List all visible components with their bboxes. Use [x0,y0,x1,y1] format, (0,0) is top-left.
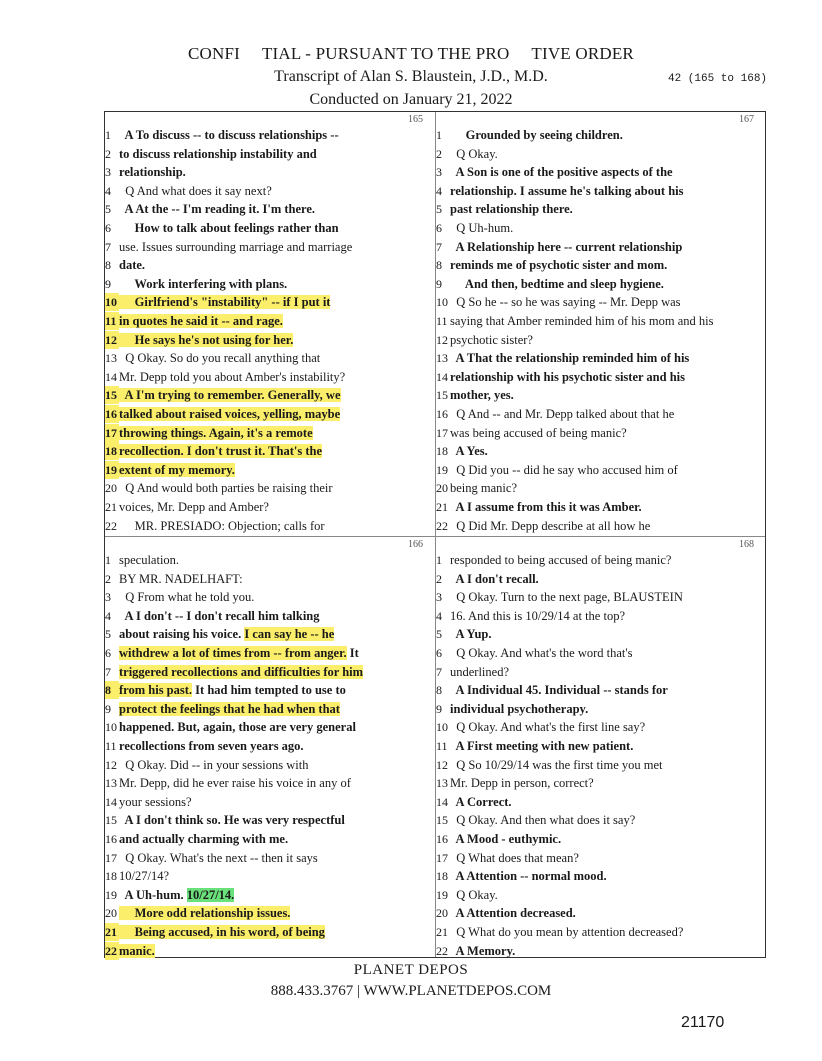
transcript-line [105,386,341,404]
line-text: A I don't recall. [450,571,539,586]
line-text: Q What do you mean by attention decreased? [450,925,684,939]
line-number: 14 [105,794,117,809]
transcript-title: Transcript of Alan S. Blaustein, J.D., M.D. [274,68,548,85]
line-text: A Individual 45. Individual -- stands for [450,683,668,698]
transcript-line [105,718,356,736]
transcript-line [105,607,320,625]
line-text: psychotic sister? [450,332,533,347]
transcript-page-167 [436,112,766,535]
line-text: date. [119,258,146,273]
line-text: underlined? [450,664,510,679]
transcript-line [436,442,488,460]
transcript-line [105,663,363,681]
line-text: Q And would both parties be raising their [119,481,333,496]
line-number: 20 [105,481,117,496]
line-text: A Attention decreased. [450,906,576,921]
highlighted-text: I can say he -- he [244,627,335,642]
line-text: Q Okay. Turn to the next page, BLAUSTEIN [450,590,683,605]
line-text: your sessions? [119,794,192,809]
transcript-line [105,700,340,718]
line-number: 21 [105,500,117,514]
transcript-page-166 [105,537,435,960]
transcript-line [105,349,320,367]
transcript-line [105,756,308,774]
line-number: 12 [436,332,448,347]
line-number: 18 [436,444,448,459]
highlighted-text: in quotes he said it -- and rage. [119,314,283,328]
transcript-line [105,570,243,588]
transcript-line [105,293,330,311]
line-text: It [346,646,359,660]
conducted-date: Conducted on January 21, 2022 [309,91,513,108]
line-text: Work interfering with plans. [119,276,288,291]
line-number: 17 [436,850,448,865]
transcript-line [105,200,315,218]
line-text: Q Did Mr. Depp describe at all how he [450,518,651,533]
line-text: Q Okay. And then what does it say? [450,813,636,828]
transcript-line [436,126,623,144]
page-number: 165 [408,114,423,125]
transcript-line [436,607,625,625]
line-number: 3 [436,590,442,605]
line-text: speculation. [119,553,180,567]
line-number: 12 [105,332,117,347]
transcript-page-165 [105,112,435,535]
transcript-line [436,570,539,588]
line-number: 8 [436,683,442,698]
line-text: reminds me of psychotic sister and mom. [450,258,668,273]
line-text: A Attention -- normal mood. [450,869,607,884]
transcript-line [105,145,317,163]
line-text: Q Did you -- did he say who accused him of [450,462,678,477]
line-number: 11 [436,314,448,328]
transcript-line [436,942,515,960]
transcript-line [105,442,322,460]
transcript-line [436,405,674,423]
transcript-line [105,830,288,848]
line-text: Mr. Depp, did he ever raise his voice in any of [119,776,351,791]
transcript-line [436,756,662,774]
line-number: 1 [105,128,111,142]
transcript-line [105,498,269,516]
line-text: Q Okay. So do you recall anything that [119,351,321,366]
transcript-line [436,275,664,293]
line-text: A I assume from this it was Amber. [450,500,642,514]
line-number: 12 [105,757,117,772]
highlighted-text: from his past. [119,683,193,698]
line-text: saying that Amber reminded him of his mom and his [450,314,714,328]
line-text: Mr. Depp told you about Amber's instability? [119,369,346,384]
transcript-line [436,644,633,662]
transcript-line [105,126,339,144]
transcript-grid [104,111,766,958]
line-number: 6 [436,221,442,235]
transcript-line [105,644,359,662]
transcript-line [436,904,576,922]
transcript-line [436,923,683,941]
line-number: 20 [436,906,448,921]
transcript-line [105,479,333,497]
transcript-line [436,331,533,349]
line-number: 19 [105,887,117,902]
line-text: Q From what he told you. [119,590,255,605]
page-range: 42 (165 to 168) [668,73,768,85]
transcript-line [436,811,635,829]
line-number: 5 [105,627,111,642]
line-text: A Yes. [450,444,488,459]
transcript-line [436,625,491,643]
line-number: 1 [105,553,111,567]
line-text: Q Okay. What's the next -- then it says [119,850,318,865]
line-text: BY MR. NADELHAFT: [119,571,243,586]
line-text: A I don't think so. He was very respectful [119,813,345,828]
line-number: 2 [436,571,442,586]
transcript-line [436,200,573,218]
line-number: 13 [436,351,448,366]
line-number: 2 [105,571,111,586]
line-text: Q So he -- so he was saying -- Mr. Depp was [450,295,681,310]
line-number: 12 [436,757,448,772]
highlighted-text: protect the feelings that he had when that [119,701,340,716]
transcript-line [436,867,607,885]
line-number: 11 [105,739,117,753]
transcript-line [105,551,179,569]
line-number: 17 [105,425,117,440]
line-number: 18 [105,444,117,459]
line-number: 13 [105,351,117,366]
line-text: Q Okay. And what's the word that's [450,646,633,660]
line-text: 16. And this is 10/29/14 at the top? [450,608,625,623]
transcript-line [436,774,594,792]
highlighted-text: He says he's not using for her. [119,332,294,347]
line-text: A Correct. [450,794,512,809]
line-number: 10 [436,295,448,310]
highlighted-text: talked about raised voices, yelling, maybe [119,407,341,421]
line-number: 6 [105,646,111,660]
line-text: A Uh-hum. [119,887,187,902]
line-number: 14 [436,369,448,384]
line-text: A That the relationship reminded him of his [450,351,690,366]
transcript-line [436,145,498,163]
transcript-line [105,312,283,330]
transcript-line [436,238,682,256]
line-text: relationship. I assume he's talking about his [450,183,684,198]
line-number: 22 [436,943,448,958]
line-number: 4 [105,183,111,198]
line-number: 9 [105,701,111,716]
line-text: voices, Mr. Depp and Amber? [119,500,269,514]
line-number: 4 [105,608,111,623]
line-number: 16 [436,832,448,846]
line-number: 17 [436,425,448,440]
line-number: 10 [105,295,117,310]
line-text: use. Issues surrounding marriage and marriage [119,239,353,254]
line-number: 20 [105,906,117,921]
transcript-line [105,331,293,349]
line-number: 6 [436,646,442,660]
line-text: A I don't -- I don't recall him talking [119,608,320,623]
line-text: A Yup. [450,627,492,642]
transcript-line [436,498,642,516]
transcript-line [105,904,290,922]
transcript-line [105,867,169,885]
line-text: Q Okay. [450,146,498,161]
line-text: A Mood - euthymic. [450,832,562,846]
transcript-line [105,256,145,274]
transcript-line [105,461,235,479]
footer-contact: 888.433.3767 | WWW.PLANETDEPOS.COM [270,983,552,999]
line-text: and actually charming with me. [119,832,289,846]
transcript-line [436,849,579,867]
line-number: 18 [105,869,117,884]
line-number: 13 [105,776,117,791]
line-number: 17 [105,850,117,865]
transcript-line [436,793,512,811]
line-text: Q And -- and Mr. Depp talked about that he [450,407,675,421]
line-number: 8 [105,681,119,699]
line-number: 1 [436,128,442,142]
line-text: Grounded by seeing children. [450,128,623,142]
highlighted-text: throwing things. Again, it's a remote [119,425,313,440]
line-number: 21 [105,925,117,939]
line-number: 1 [436,553,442,567]
highlighted-text: Girlfriend's "instability" -- if I put it [119,295,331,310]
transcript-line [105,163,186,181]
transcript-line [436,663,509,681]
line-text: relationship with his psychotic sister and his [450,369,686,384]
highlighted-text: manic. [119,943,155,958]
line-number: 16 [436,407,448,421]
line-text: Q So 10/29/14 was the first time you met [450,757,663,772]
line-text: was being accused of being manic? [450,425,627,440]
line-number: 4 [436,608,442,623]
line-number: 9 [436,701,442,716]
line-number: 8 [105,258,111,273]
transcript-line [105,182,272,200]
transcript-line [436,386,514,404]
line-number: 5 [436,202,442,217]
line-text: Q What does that mean? [450,850,579,865]
transcript-line [436,737,633,755]
line-number: 13 [436,776,448,791]
highlighted-text: recollection. I don't trust it. That's the [119,444,323,459]
page-number: 166 [408,539,423,550]
line-text: individual psychotherapy. [450,701,589,716]
line-number: 21 [436,925,448,939]
line-number: 22 [105,518,117,533]
transcript-line [436,163,673,181]
transcript-line [436,424,627,442]
highlighted-text: triggered recollections and difficulties for him [119,664,364,679]
line-text: about raising his voice. [119,627,245,642]
transcript-line [436,312,714,330]
transcript-line [436,479,517,497]
line-number: 22 [436,518,448,533]
line-number: 7 [105,664,111,679]
line-number: 2 [105,146,111,161]
transcript-line [436,182,684,200]
transcript-line [105,886,234,904]
highlighted-text: 10/27/14. [186,887,235,902]
transcript-line [105,238,352,256]
line-number: 19 [436,462,448,477]
transcript-line [105,517,325,535]
line-number: 3 [105,590,111,605]
line-number: 15 [105,388,117,403]
line-text: to discuss relationship instability and [119,146,317,161]
line-text: Mr. Depp in person, correct? [450,776,594,791]
transcript-line [436,830,561,848]
transcript-line [105,219,339,237]
line-text: A First meeting with new patient. [450,739,634,753]
line-number: 6 [105,221,111,235]
transcript-line [105,681,346,699]
line-text: Q And what does it say next? [119,183,272,198]
line-number: 3 [436,165,442,180]
line-text: responded to being accused of being manic? [450,553,672,567]
line-number: 7 [436,239,442,254]
line-text: recollections from seven years ago. [119,739,304,753]
bates-number: 21170 [681,1014,725,1031]
transcript-line [436,461,678,479]
transcript-line [436,368,685,386]
line-text: 10/27/14? [119,869,169,884]
line-number: 16 [105,832,117,846]
highlighted-text: More odd relationship issues. [119,906,291,921]
transcript-line [436,349,689,367]
confidentiality-header: CONFI TIAL - PURSUANT TO THE PRO TIVE ORDER [188,44,634,63]
line-number: 5 [105,202,111,217]
line-number: 22 [105,943,117,958]
line-number: 21 [436,500,448,514]
line-text: MR. PRESIADO: Objection; calls for [119,518,325,533]
page-number: 167 [739,114,754,125]
line-text: Q Uh-hum. [450,221,514,235]
transcript-page-168 [436,537,766,960]
transcript-line [436,517,650,535]
line-number: 15 [436,388,448,403]
line-number: 3 [105,165,111,180]
transcript-line [436,256,667,274]
transcript-line [436,886,498,904]
transcript-line [105,424,313,442]
line-text: being manic? [450,481,517,496]
transcript-line [105,275,287,293]
line-text: A To discuss -- to discuss relationships -- [119,128,339,142]
line-number: 8 [436,258,442,273]
line-text: past relationship there. [450,202,573,217]
transcript-line [105,793,192,811]
line-number: 5 [436,627,442,642]
transcript-line [436,219,513,237]
transcript-line [105,811,345,829]
transcript-line [105,625,334,643]
line-text: And then, bedtime and sleep hygiene. [450,276,664,291]
transcript-line [436,588,683,606]
line-text: Q Okay. [450,887,498,902]
line-text: relationship. [119,165,186,180]
line-number: 10 [436,720,448,735]
line-number: 10 [105,720,117,735]
transcript-line [105,405,340,423]
line-text: happened. But, again, those are very general [119,720,356,735]
transcript-line [436,700,588,718]
line-number: 15 [436,813,448,828]
transcript-line [436,551,671,569]
line-number: 7 [105,239,111,254]
line-text: Q Okay. And what's the first line say? [450,720,646,735]
line-text: How to talk about feelings rather than [119,221,339,235]
line-number: 14 [105,369,117,384]
line-number: 18 [436,869,448,884]
transcript-line [105,737,304,755]
footer-company: PLANET DEPOS [353,962,469,978]
highlighted-text: Being accused, in his word, of being [119,925,325,939]
line-number: 4 [436,183,442,198]
highlighted-text: withdrew a lot of times from -- from anger. [119,646,347,660]
line-text: A Memory. [450,943,516,958]
line-number: 19 [436,887,448,902]
transcript-line [436,718,645,736]
transcript-line [105,588,254,606]
transcript-line [105,849,318,867]
transcript-line [436,293,681,311]
transcript-line [105,942,155,960]
line-number: 11 [436,739,448,753]
line-number: 20 [436,481,448,496]
transcript-line [105,923,325,941]
page-number: 168 [739,539,754,550]
highlighted-text: A I'm trying to remember. Generally, we [119,388,341,403]
line-text: mother, yes. [450,388,514,403]
highlighted-text: extent of my memory. [119,462,235,477]
line-number: 2 [436,146,442,161]
line-number: 14 [436,794,448,809]
line-text: It had him tempted to use to [192,683,346,698]
transcript-line [105,774,351,792]
line-number: 9 [105,276,111,291]
line-text: A Son is one of the positive aspects of the [450,165,673,180]
line-number: 19 [105,462,117,477]
line-number: 11 [105,312,119,330]
line-text: A Relationship here -- current relationship [450,239,683,254]
line-number: 9 [436,276,442,291]
transcript-line [436,681,668,699]
line-text: A At the -- I'm reading it. I'm there. [119,202,316,217]
line-number: 7 [436,664,442,679]
transcript-line [105,368,345,386]
line-text: Q Okay. Did -- in your sessions with [119,757,309,772]
line-number: 16 [105,407,117,421]
line-number: 15 [105,813,117,828]
